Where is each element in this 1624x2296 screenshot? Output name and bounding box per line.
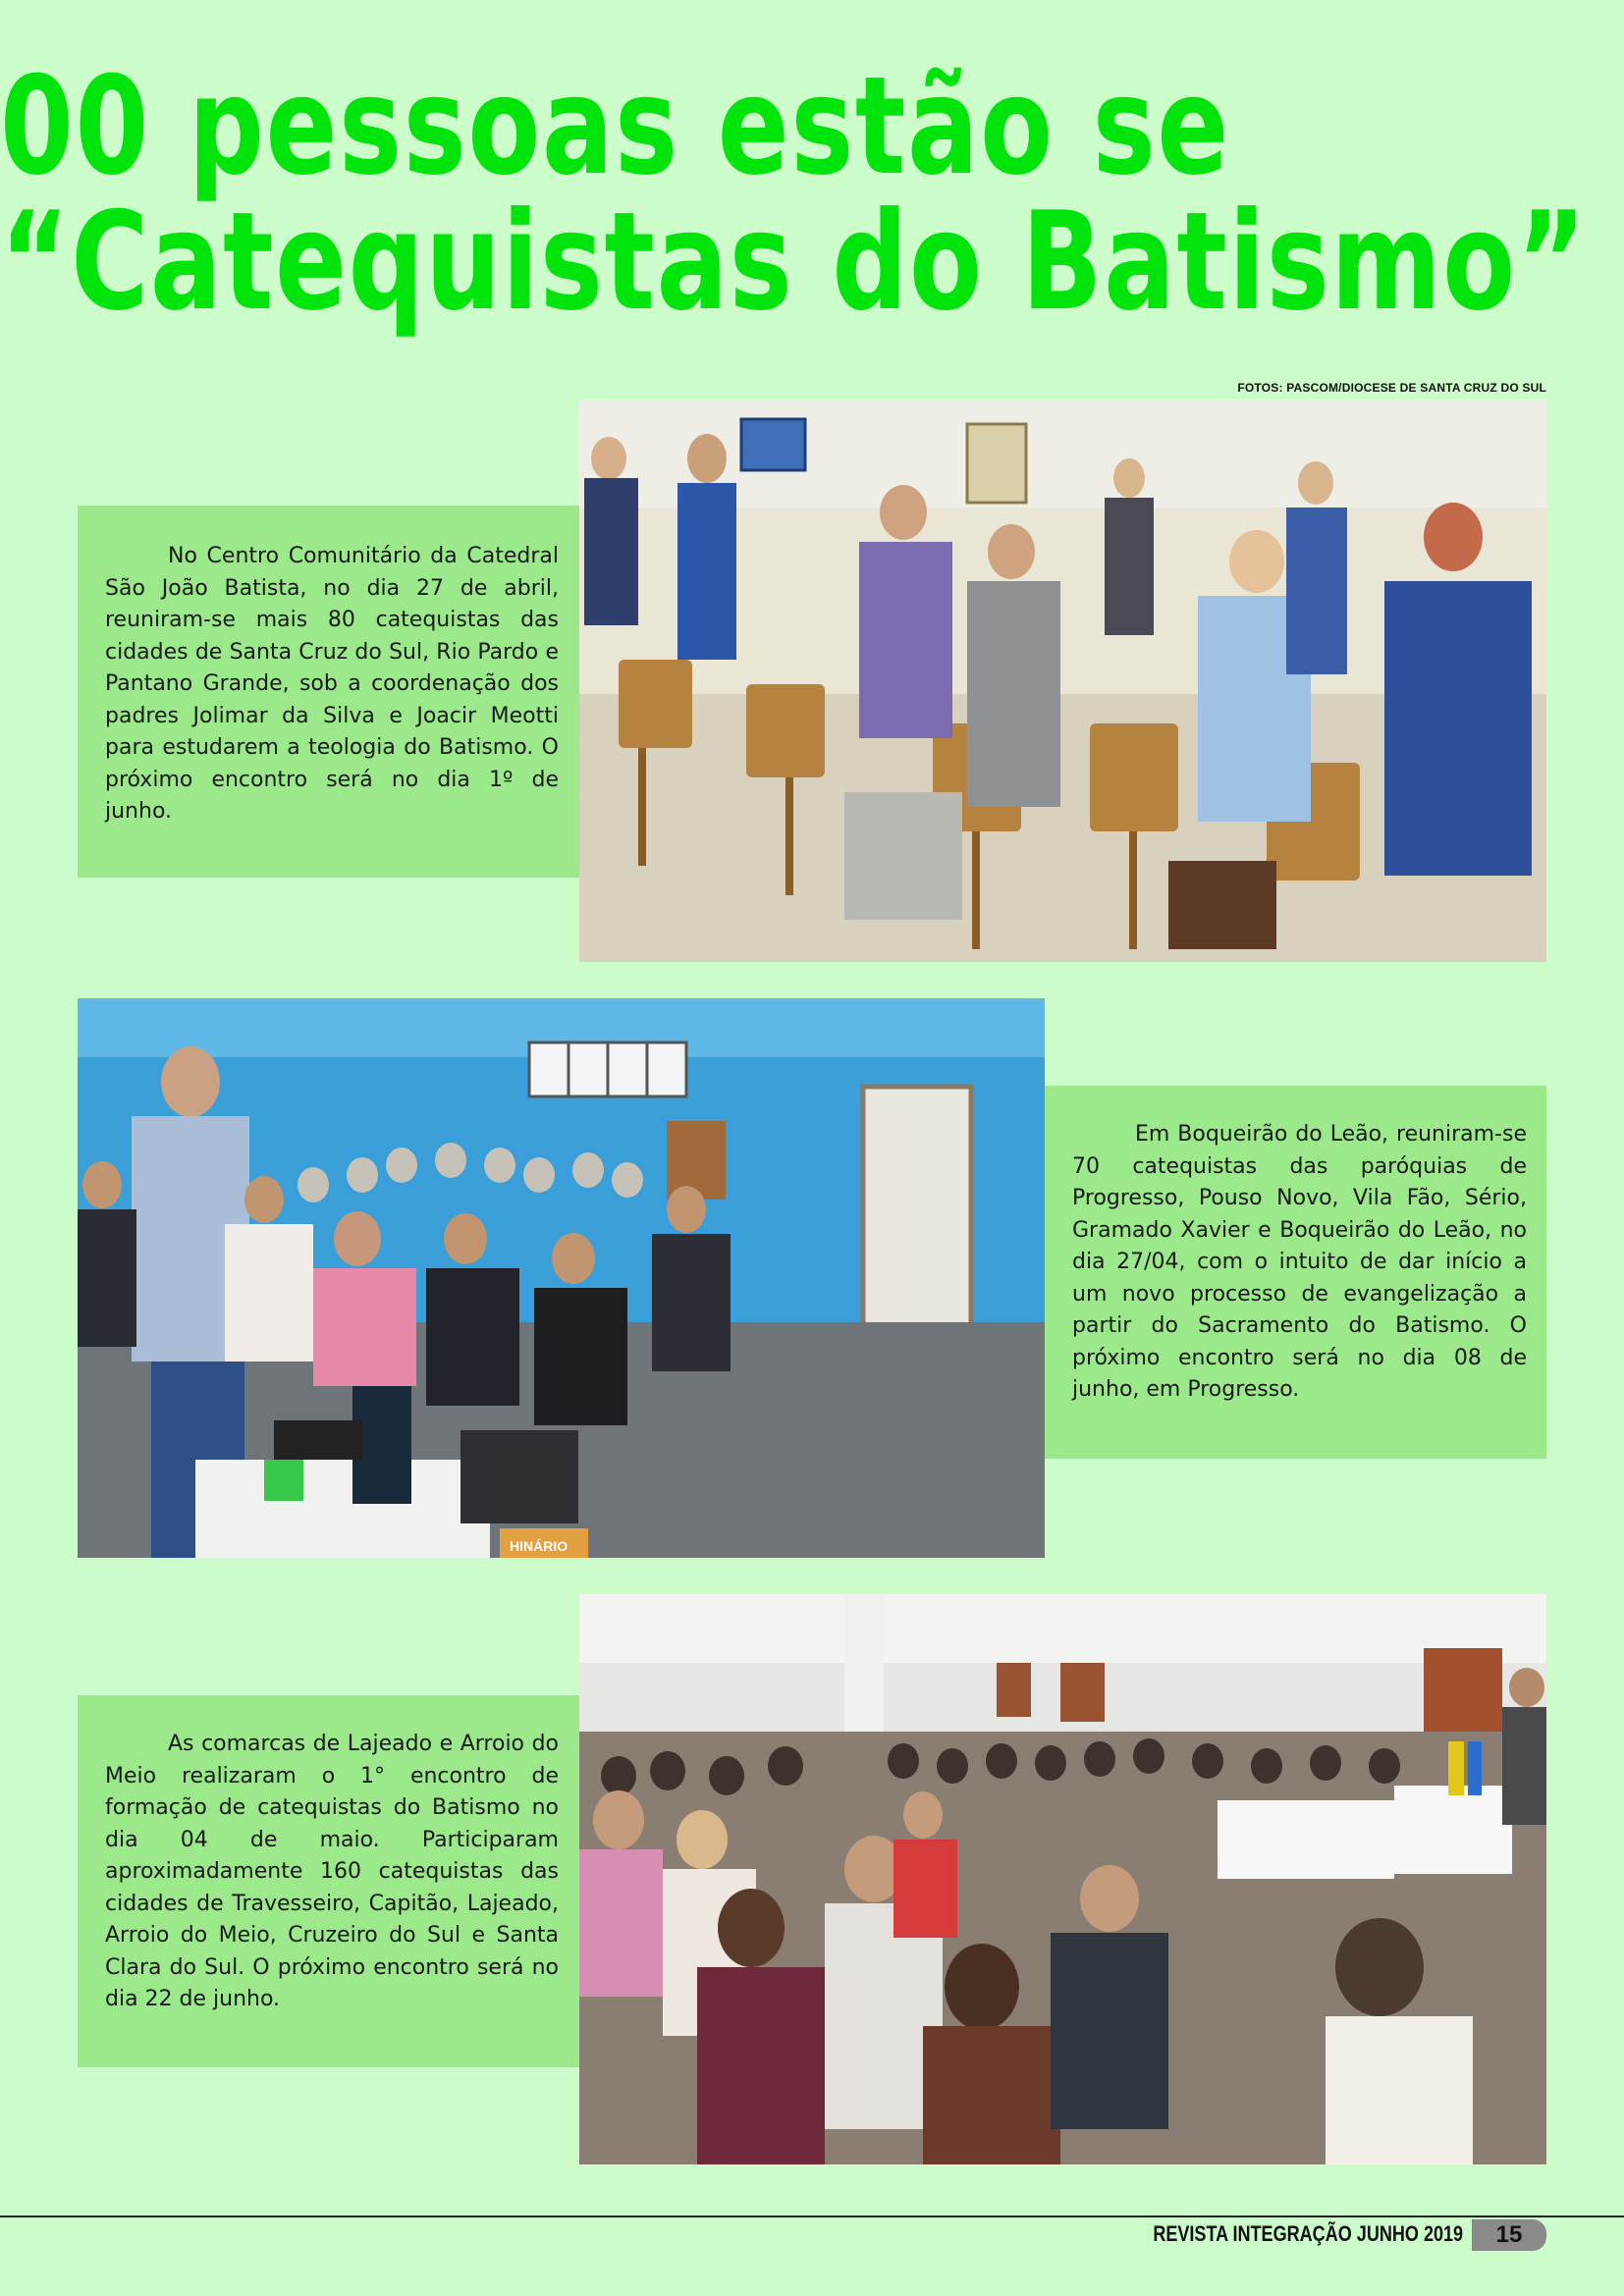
photo-credit: FOTOS: PASCOM/DIOCESE DE SANTA CRUZ DO SUL <box>1237 381 1546 395</box>
photo-catedral-meeting <box>579 400 1546 962</box>
article-boqueirao <box>1045 1086 1546 1459</box>
footer-divider <box>0 2216 1624 2217</box>
article-catedral <box>78 506 579 878</box>
article-lajeado-text: As comarcas de Lajeado e Arroio do Meio realizaram o 1° encontro de formação de catequistas do Batismo no dia 04 de maio. Participaram aproximadamente 160 catequistas das cidades de Travesseiro, Capitão, Lajeado, Arroio do Meio, Cruzeiro do Sul e Santa Clara do Sul. O próximo encontro será no dia 22 de junho. <box>105 1732 559 2011</box>
article-lajeado <box>78 1695 579 2067</box>
hinario-book-label: HINÁRIO <box>510 1538 568 1554</box>
page-number: 15 <box>1472 2219 1546 2251</box>
headline-line-2: “Catequistas do Batismo” <box>0 183 1588 341</box>
article-catedral-text: No Centro Comunitário da Catedral São João Batista, no dia 27 de abril, reuniram-se mais 80 catequistas das cidades de Santa Cruz do Sul, Rio Pardo e Pantano Grande, sob a coordenação dos padres Jolimar da Silva e Joacir Meotti para estudarem a teologia do Batismo. O próximo encontro será no dia 1º de junho. <box>105 544 559 824</box>
photo-lajeado-meeting <box>579 1594 1546 2164</box>
headline-line-1: 00 pessoas estão se <box>0 47 1230 205</box>
headline <box>0 47 1588 341</box>
article-boqueirao-text: Em Boqueirão do Leão, reuniram-se 70 catequistas das paróquias de Progresso, Pouso Novo, Vila Fão, Sério, Gramado Xavier e Boqueirão do Leão, no dia 27/04, com o intuito de dar início a um novo processo de evangelização a partir do Sacramento do Batismo. O próximo encontro será no dia 08 de junho, em Progresso. <box>1072 1122 1527 1402</box>
photo-boqueirao-meeting <box>78 998 1045 1558</box>
footer-publication: REVISTA INTEGRAÇÃO JUNHO 2019 <box>1153 2221 1463 2246</box>
